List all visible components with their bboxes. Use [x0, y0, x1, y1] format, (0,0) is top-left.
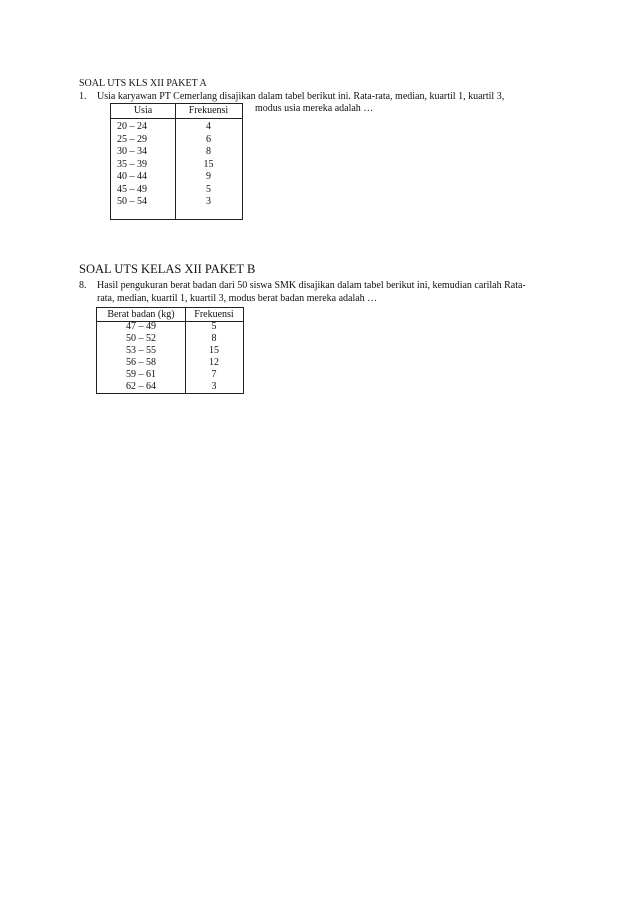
table-cell-usia: 35 – 39 — [117, 158, 147, 170]
table-row — [111, 184, 242, 197]
age-frequency-table — [110, 103, 243, 220]
table-cell-usia: 20 – 24 — [117, 121, 147, 132]
table-cell-frekuensi: 8 — [211, 333, 217, 344]
table-cell-frekuensi: 6 — [206, 133, 211, 145]
table-cell-frekuensi: 9 — [206, 171, 211, 182]
table-cell-frekuensi: 15 — [209, 345, 219, 356]
table-cell-frekuensi: 8 — [206, 146, 211, 157]
question-1-text-line2: modus usia mereka adalah … — [255, 103, 374, 114]
paket-a-title: SOAL UTS KLS XII PAKET A — [79, 78, 207, 89]
table-row — [111, 159, 242, 172]
table-cell-frekuensi: 15 — [203, 158, 214, 170]
table-cell-frekuensi: 5 — [206, 183, 211, 195]
table-cell-frekuensi: 7 — [211, 369, 217, 380]
table-cell-frekuensi: 3 — [206, 196, 211, 207]
table-row — [111, 146, 242, 159]
table-cell-frekuensi: 12 — [209, 357, 219, 368]
table-cell-usia: 45 – 49 — [117, 183, 147, 195]
table-cell-berat-badan: 62 – 64 — [126, 381, 156, 392]
table-row — [111, 134, 242, 147]
table-row — [97, 381, 243, 393]
table-cell-usia: 30 – 34 — [117, 146, 147, 157]
table-cell-usia: 50 – 54 — [117, 196, 147, 207]
table-cell-frekuensi: 4 — [206, 121, 211, 132]
question-1-number: 1. — [79, 91, 87, 102]
question-8-text-line2: rata, median, kuartil 1, kuartil 3, modus berat badan mereka adalah … — [97, 293, 378, 304]
table-row — [97, 333, 243, 345]
table-cell-berat-badan: 59 – 61 — [126, 369, 156, 380]
table-cell-frekuensi: 5 — [211, 321, 217, 332]
table-row — [97, 345, 243, 357]
table-row — [97, 321, 243, 333]
table-cell-berat-badan: 56 – 58 — [126, 357, 156, 368]
table-cell-usia: 40 – 44 — [117, 171, 147, 182]
table-cell-berat-badan: 53 – 55 — [126, 345, 156, 356]
table-row — [111, 171, 242, 184]
question-8-text-line1: Hasil pengukuran berat badan dari 50 siswa SMK disajikan dalam tabel berikut ini, kemudian carilah Rata- — [97, 280, 526, 291]
question-8-number: 8. — [79, 280, 87, 291]
table-header-usia: Usia — [133, 105, 153, 116]
table-cell-berat-badan: 47 – 49 — [126, 321, 156, 332]
table-row — [111, 196, 242, 209]
table-header-berat-badan: Berat badan (kg) — [107, 309, 175, 320]
weight-frequency-table — [96, 307, 244, 394]
table-cell-frekuensi: 3 — [211, 381, 217, 392]
table-row — [97, 369, 243, 381]
paket-b-title: SOAL UTS KELAS XII PAKET B — [79, 262, 256, 276]
table-header-frekuensi: Frekuensi — [194, 309, 234, 320]
question-1-text-line1: Usia karyawan PT Cemerlang disajikan dalam tabel berikut ini. Rata-rata, median, kuartil 1, kuartil 3, — [97, 91, 505, 102]
table-cell-berat-badan: 50 – 52 — [126, 333, 156, 344]
table-row — [97, 357, 243, 369]
table-header-row — [111, 104, 242, 119]
table-cell-usia: 25 – 29 — [117, 133, 147, 145]
table-header-row — [97, 308, 243, 322]
table-header-frekuensi: Frekuensi — [188, 105, 229, 116]
table-row — [111, 121, 242, 134]
